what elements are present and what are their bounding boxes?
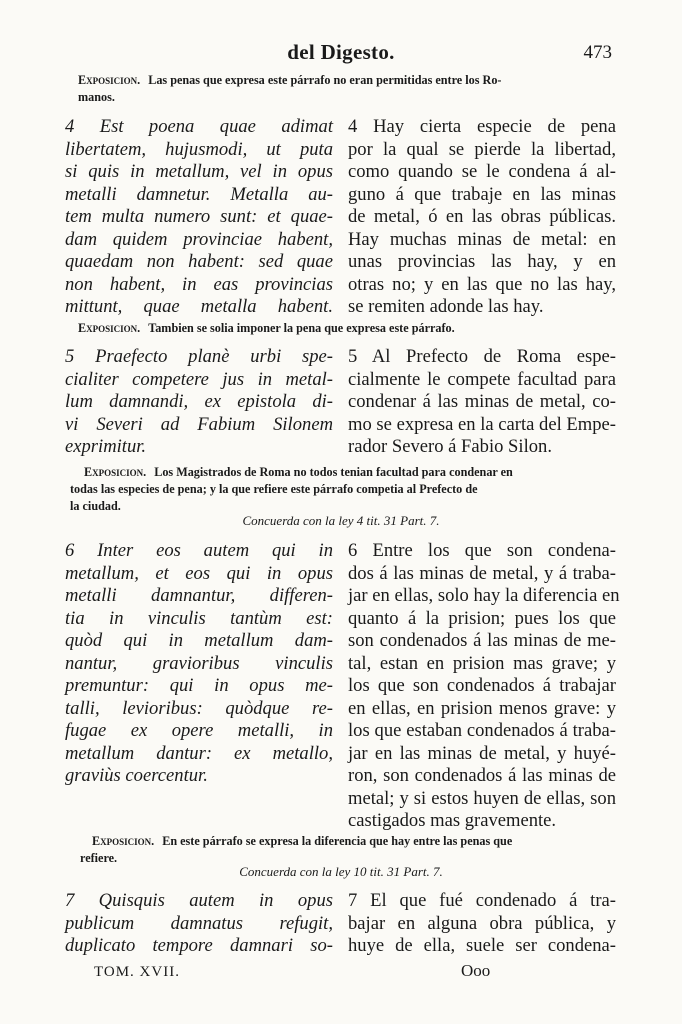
page-number: 473 <box>583 42 612 63</box>
latin-line: vi Severi ad Fabium Silonem <box>65 413 333 435</box>
spanish-column-6 <box>348 540 620 833</box>
spanish-line: en ellas, en prision menos grave: y <box>348 697 616 719</box>
spanish-line: por la qual se pierde la libertad, <box>348 138 616 160</box>
spanish-line: son condenados á las minas de me- <box>348 630 616 651</box>
signature-mark: Ooo <box>461 961 491 980</box>
spanish-line: 4 Hay cierta especie de pena <box>348 116 616 137</box>
spanish-line: 6 Entre los que son condena- <box>348 540 616 561</box>
latin-line: metalli damnantur, differen- <box>65 585 333 606</box>
exposicion-line: En este párrafo se expresa la diferencia que hay entre las penas que <box>162 834 513 848</box>
latin-line: publicum damnatus refugit, <box>65 912 333 934</box>
spanish-line: quanto á la prision; pues los que <box>348 607 616 629</box>
latin-line: 4 Est poena quae adimat <box>65 116 333 137</box>
latin-line: 5 Praefecto planè urbi spe- <box>65 346 333 367</box>
spanish-line: los que estaban condenados á traba- <box>348 720 616 741</box>
spanish-line: tal, estan en prision mas grave; y <box>348 652 616 674</box>
spanish-line: unas provincias las hay, y en <box>348 251 616 272</box>
latin-line: duplicato tempore damnari so- <box>65 935 333 956</box>
exposicion-line: Las penas que expresa este párrafo no eran permitidas entre los Ro- <box>148 73 502 87</box>
spanish-line: metal; y si estos huyen de ellas, son <box>348 787 616 809</box>
exposicion-line: manos. <box>78 90 115 104</box>
latin-line: metallum dantur: ex metallo, <box>65 742 333 764</box>
spanish-line: Hay muchas minas de metal: en <box>348 228 616 250</box>
spanish-line: condenar á las minas de metal, co- <box>348 391 616 412</box>
latin-line: dam quidem provinciae habent, <box>65 228 333 250</box>
latin-line: metallum, et eos qui in opus <box>65 562 333 584</box>
latin-line: mittunt, quae metalla habent. <box>65 296 333 317</box>
latin-line: quòd qui in metallum dam- <box>65 630 333 651</box>
latin-line: libertatem, hujusmodi, ut puta <box>65 138 333 160</box>
latin-line: metalli damnetur. Metalla au- <box>65 183 333 205</box>
spanish-line: 7 El que fué condenado á tra- <box>348 890 616 911</box>
exposicion-5 <box>78 320 618 337</box>
spanish-line: como quando se le condena á al- <box>348 161 616 182</box>
latin-line: tia in vinculis tantùm est: <box>65 607 333 629</box>
volume-footer: TOM. XVII. <box>94 964 180 980</box>
latin-line: fugae ex opere metalli, in <box>65 720 333 741</box>
spanish-column-7 <box>348 890 616 958</box>
exposicion-label: Exposicion. <box>78 321 141 335</box>
exposicion-line: refiere. <box>80 851 118 865</box>
exposicion-line: Tambien se solia imponer la pena que expresa este párrafo. <box>148 321 455 335</box>
spanish-line: dos á las minas de metal, y á traba- <box>348 562 616 584</box>
latin-column-7 <box>65 890 333 958</box>
spanish-line: ron, son condenados á las minas de <box>348 765 616 786</box>
spanish-line: guno á que trabaje en las minas <box>348 183 616 205</box>
latin-line: quaedam non habent: sed quae <box>65 251 333 272</box>
latin-line: exprimitur. <box>65 436 147 457</box>
exposicion-label: Exposicion. <box>78 73 141 87</box>
latin-line: tem multa numero sunt: et quae- <box>65 206 333 227</box>
spanish-line: 5 Al Prefecto de Roma espe- <box>348 346 616 367</box>
latin-column-5 <box>65 346 333 459</box>
spanish-line: cialmente le compete facultad para <box>348 368 616 390</box>
concuerda-6: Concuerda con la ley 4 tit. 31 Part. 7. <box>242 513 440 528</box>
exposicion-6 <box>70 464 624 515</box>
latin-line: talli, levioribus: quòdque re- <box>65 697 333 719</box>
latin-line: non habent, in eas provincias <box>65 273 333 295</box>
running-header <box>0 40 682 68</box>
spanish-line: castigados mas gravemente. <box>348 810 557 831</box>
latin-column-6 <box>65 540 333 788</box>
concuerda-7: Concuerda con la ley 10 tit. 31 Part. 7. <box>239 864 443 879</box>
latin-line: cialiter competere jus in metal- <box>65 368 333 390</box>
latin-line: nantur, gravioribus vinculis <box>65 652 333 674</box>
latin-line: lum damnandi, ex epistola di- <box>65 391 333 412</box>
spanish-line: bajar en alguna obra pública, y <box>348 912 616 934</box>
exposicion-7 <box>80 833 622 867</box>
exposicion-label: Exposicion. <box>92 834 155 848</box>
header-title: del Digesto. <box>287 40 395 64</box>
exposicion-label: Exposicion. <box>84 465 147 479</box>
latin-line: 7 Quisquis autem in opus <box>65 890 333 911</box>
exposicion-line: la ciudad. <box>70 499 121 513</box>
spanish-column-5 <box>348 346 616 459</box>
exposicion-line: Los Magistrados de Roma no todos tenian facultad para condenar en <box>154 465 513 479</box>
spanish-line: los que son condenados á trabajar <box>348 675 616 696</box>
spanish-line: se remiten adonde las hay. <box>348 296 544 317</box>
spanish-line: de metal, ó en las obras públicas. <box>348 206 616 227</box>
latin-line: graviùs coercentur. <box>65 765 208 786</box>
spanish-line: rador Severo á Fabio Silon. <box>348 436 552 457</box>
spanish-line: mo se expresa en la carta del Empe- <box>348 413 616 435</box>
spanish-line: otras no; y en las que no las hay, <box>348 273 616 295</box>
latin-line: 6 Inter eos autem qui in <box>65 540 333 561</box>
spanish-column-4 <box>348 116 616 319</box>
latin-line: si quis in metallum, vel in opus <box>65 161 333 182</box>
spanish-line: jar en las minas de metal, y huyé- <box>348 742 616 764</box>
latin-column-4 <box>65 116 333 319</box>
spanish-line: jar en ellas, solo hay la diferencia en <box>348 585 620 606</box>
spanish-line: huye de ella, suele ser condena- <box>348 935 616 956</box>
latin-line: premuntur: qui in opus me- <box>65 675 333 696</box>
exposicion-line: todas las especies de pena; y la que refiere este párrafo competia al Prefecto de <box>70 482 478 496</box>
exposicion-4 <box>78 72 618 106</box>
